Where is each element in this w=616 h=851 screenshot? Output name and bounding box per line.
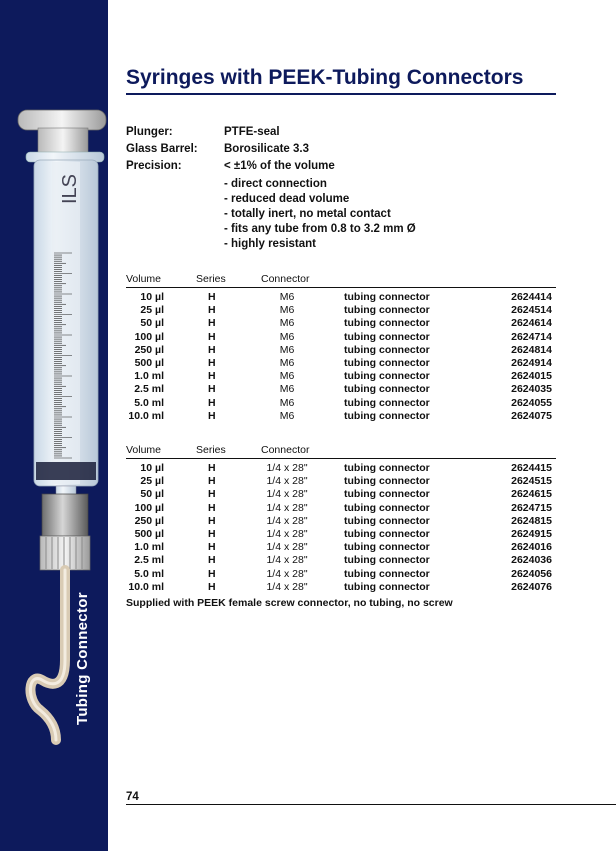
- supply-note: Supplied with PEEK female screw connector, no tubing, no screw: [126, 597, 453, 609]
- series-cell: H: [208, 462, 216, 474]
- series-cell: H: [208, 330, 216, 343]
- article-number-cell: 2624515: [511, 475, 552, 488]
- series-cell: H: [208, 580, 216, 593]
- article-number-cell: 2624075: [511, 409, 552, 422]
- connector-cell: M6: [279, 409, 295, 422]
- series-cell: H: [208, 396, 216, 409]
- type-cell: tubing connector: [344, 343, 430, 356]
- volume-cell: 250 µl: [134, 343, 164, 356]
- header-volume: Volume: [126, 444, 162, 456]
- unf-connector-table: [126, 444, 556, 594]
- connector-cell: 1/4 x 28": [266, 488, 308, 501]
- volume-cell: 100 µl: [134, 330, 164, 343]
- series-cell: H: [208, 541, 216, 554]
- type-cell: tubing connector: [344, 580, 430, 593]
- series-cell: H: [208, 501, 216, 514]
- volume-cell: 10 µl: [140, 291, 164, 303]
- spec-value: Borosilicate 3.3: [224, 143, 310, 155]
- connector-cell: M6: [279, 304, 295, 317]
- article-number-cell: 2624415: [511, 462, 552, 474]
- header-volume: Volume: [126, 273, 162, 285]
- table-row: [126, 581, 556, 594]
- type-cell: tubing connector: [344, 330, 430, 343]
- connector-cell: M6: [279, 356, 295, 369]
- syringe-illustration: [10, 100, 120, 760]
- table-header: [126, 273, 556, 288]
- connector-cell: 1/4 x 28": [266, 527, 308, 540]
- table-row: [126, 291, 556, 304]
- spec-row: [126, 124, 335, 141]
- table-row: [126, 304, 556, 317]
- volume-cell: 500 µl: [134, 527, 164, 540]
- feature-item: - totally inert, no metal contact: [224, 208, 391, 220]
- series-cell: H: [208, 383, 216, 396]
- sidebar-category-label: Tubing Connector: [74, 592, 91, 725]
- table-row: [126, 370, 556, 383]
- volume-cell: 100 µl: [134, 501, 164, 514]
- volume-cell: 50 µl: [140, 317, 164, 330]
- type-cell: tubing connector: [344, 554, 430, 567]
- footer-rule: [126, 804, 616, 805]
- feature-item: - direct connection: [224, 178, 327, 190]
- volume-cell: 25 µl: [140, 304, 164, 317]
- table-row: [126, 357, 556, 370]
- connector-cell: 1/4 x 28": [266, 501, 308, 514]
- article-number-cell: 2624016: [511, 541, 552, 554]
- volume-cell: 5.0 ml: [134, 396, 164, 409]
- table-row: [126, 331, 556, 344]
- spec-row: [126, 141, 335, 158]
- series-cell: H: [208, 343, 216, 356]
- syringe-brand: ILS: [59, 173, 81, 204]
- feature-item: - highly resistant: [224, 238, 317, 250]
- connector-cell: 1/4 x 28": [266, 514, 308, 527]
- volume-cell: 50 µl: [140, 488, 164, 501]
- connector-cell: M6: [279, 396, 295, 409]
- table-body: [126, 459, 556, 594]
- article-number-cell: 2624914: [511, 356, 552, 369]
- table-row: [126, 317, 556, 330]
- volume-cell: 1.0 ml: [134, 541, 164, 554]
- header-series: Series: [196, 273, 226, 285]
- volume-cell: 10 µl: [140, 462, 164, 474]
- spec-key: Plunger:: [126, 126, 173, 138]
- table-row: [126, 397, 556, 410]
- article-number-cell: 2624615: [511, 488, 552, 501]
- type-cell: tubing connector: [344, 527, 430, 540]
- feature-item: - reduced dead volume: [224, 193, 350, 205]
- type-cell: tubing connector: [344, 462, 430, 474]
- series-cell: H: [208, 409, 216, 422]
- article-number-cell: 2624714: [511, 330, 552, 343]
- connector-cell: 1/4 x 28": [266, 580, 308, 593]
- connector-cell: M6: [279, 343, 295, 356]
- series-cell: H: [208, 370, 216, 383]
- article-number-cell: 2624015: [511, 370, 552, 383]
- article-number-cell: 2624056: [511, 567, 552, 580]
- series-cell: H: [208, 356, 216, 369]
- volume-cell: 250 µl: [134, 514, 164, 527]
- connector-cell: M6: [279, 383, 295, 396]
- volume-cell: 25 µl: [140, 475, 164, 488]
- spec-key: Precision:: [126, 160, 182, 172]
- volume-cell: 2.5 ml: [134, 383, 164, 396]
- article-number-cell: 2624055: [511, 396, 552, 409]
- page-title: Syringes with PEEK-Tubing Connectors: [126, 66, 556, 95]
- table-row: [126, 541, 556, 554]
- table-row: [126, 383, 556, 396]
- type-cell: tubing connector: [344, 383, 430, 396]
- connector-cell: 1/4 x 28": [266, 554, 308, 567]
- series-cell: H: [208, 514, 216, 527]
- table-row: [126, 475, 556, 488]
- connector-cell: M6: [279, 291, 295, 303]
- series-cell: H: [208, 488, 216, 501]
- volume-cell: 2.5 ml: [134, 554, 164, 567]
- table-row: [126, 502, 556, 515]
- series-cell: H: [208, 554, 216, 567]
- article-number-cell: 2624815: [511, 514, 552, 527]
- type-cell: tubing connector: [344, 475, 430, 488]
- table-row: [126, 515, 556, 528]
- connector-cell: 1/4 x 28": [266, 475, 308, 488]
- type-cell: tubing connector: [344, 291, 430, 303]
- article-number-cell: 2624035: [511, 383, 552, 396]
- connector-cell: M6: [279, 317, 295, 330]
- spec-key: Glass Barrel:: [126, 143, 198, 155]
- table-row: [126, 528, 556, 541]
- volume-cell: 1.0 ml: [134, 370, 164, 383]
- spec-list: [126, 124, 335, 175]
- connector-cell: 1/4 x 28": [266, 541, 308, 554]
- feature-item: - fits any tube from 0.8 to 3.2 mm Ø: [224, 223, 416, 235]
- table-row: [126, 462, 556, 475]
- article-number-cell: 2624076: [511, 580, 552, 593]
- type-cell: tubing connector: [344, 370, 430, 383]
- article-number-cell: 2624715: [511, 501, 552, 514]
- connector-cell: 1/4 x 28": [266, 567, 308, 580]
- table-row: [126, 410, 556, 423]
- header-series: Series: [196, 444, 226, 456]
- type-cell: tubing connector: [344, 356, 430, 369]
- connector-cell: 1/4 x 28": [266, 462, 308, 474]
- volume-cell: 500 µl: [134, 356, 164, 369]
- article-number-cell: 2624414: [511, 291, 552, 303]
- connector-cell: M6: [279, 370, 295, 383]
- table-row: [126, 554, 556, 567]
- series-cell: H: [208, 567, 216, 580]
- article-number-cell: 2624614: [511, 317, 552, 330]
- table-header: [126, 444, 556, 459]
- page-number: 74: [126, 791, 139, 803]
- type-cell: tubing connector: [344, 541, 430, 554]
- volume-cell: 10.0 ml: [128, 580, 164, 593]
- m6-connector-table: [126, 273, 556, 423]
- type-cell: tubing connector: [344, 317, 430, 330]
- spec-value: PTFE-seal: [224, 126, 280, 138]
- series-cell: H: [208, 304, 216, 317]
- type-cell: tubing connector: [344, 501, 430, 514]
- table-row: [126, 344, 556, 357]
- type-cell: tubing connector: [344, 396, 430, 409]
- table-row: [126, 568, 556, 581]
- spec-row: [126, 158, 335, 175]
- article-number-cell: 2624036: [511, 554, 552, 567]
- header-connector: Connector: [261, 273, 310, 285]
- feature-list: [224, 177, 416, 252]
- volume-cell: 5.0 ml: [134, 567, 164, 580]
- series-cell: H: [208, 317, 216, 330]
- type-cell: tubing connector: [344, 514, 430, 527]
- type-cell: tubing connector: [344, 567, 430, 580]
- volume-cell: 10.0 ml: [128, 409, 164, 422]
- type-cell: tubing connector: [344, 488, 430, 501]
- header-connector: Connector: [261, 444, 310, 456]
- series-cell: H: [208, 291, 216, 303]
- article-number-cell: 2624915: [511, 527, 552, 540]
- type-cell: tubing connector: [344, 409, 430, 422]
- type-cell: tubing connector: [344, 304, 430, 317]
- series-cell: H: [208, 475, 216, 488]
- table-row: [126, 488, 556, 501]
- spec-value: < ±1% of the volume: [224, 160, 335, 172]
- table-body: [126, 288, 556, 423]
- article-number-cell: 2624514: [511, 304, 552, 317]
- article-number-cell: 2624814: [511, 343, 552, 356]
- series-cell: H: [208, 527, 216, 540]
- connector-cell: M6: [279, 330, 295, 343]
